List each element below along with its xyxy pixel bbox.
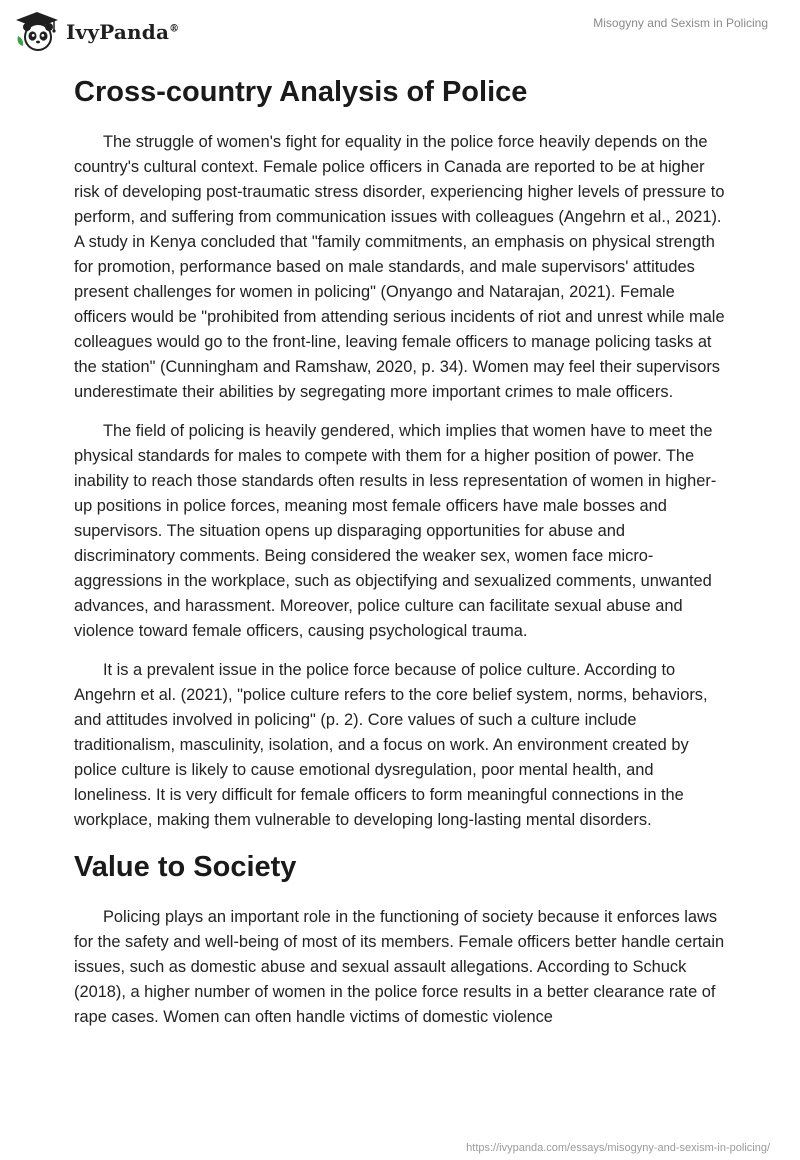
brand-name: IvyPanda®	[66, 20, 180, 44]
document-title: Misogyny and Sexism in Policing	[593, 16, 768, 30]
paragraph: It is a prevalent issue in the police force because of police culture. According to Angehrn et al. (2021), "police culture refers to the core belief system, norms, behaviors, and attitudes involved in policing" (p. 2). Core values of such a culture include traditionalism, masculinity, isolation, and a focus on work. An environment created by police culture is likely to cause emotional dysregulation, poor mental health, and loneliness. It is very difficult for female officers to form meaningful connections in the workplace, making them vulnerable to developing long-lasting mental disorders.	[74, 661, 708, 829]
page-header	[0, 0, 800, 62]
brand-logo[interactable]	[14, 10, 179, 54]
article-body	[74, 72, 728, 1044]
source-url-link[interactable]: https://ivypanda.com/essays/misogyny-and-sexism-in-policing/	[466, 1142, 770, 1154]
paragraph: The field of policing is heavily gendered, which implies that women have to meet the physical standards for males to compete with them for a higher position of power. The inability to reach those standards often results in less representation of women in higher-up positions in police forces, meaning most female officers have male bosses and supervisors. The situation opens up disparaging opportunities for abuse and discriminatory comments. Being considered the weaker sex, women face micro-aggressions in the workplace, such as objectifying and sexualized comments, unwanted advances, and harassment. Moreover, police culture can facilitate sexual abuse and violence toward female officers, causing psychological trauma.	[74, 422, 717, 640]
section-heading: Value to Society	[74, 851, 297, 883]
paragraph: The struggle of women's fight for equality in the police force heavily depends on the country's cultural context. Female police officers in Canada are reported to be at higher risk of developing post-traumatic stress disorder, experiencing higher levels of pressure to perform, and suffering from communication issues with colleagues (Angehrn et al., 2021). A study in Kenya concluded that "family commitments, an emphasis on physical strength for promotion, performance based on male standards, and male supervisors' attitudes present challenges for women in policing" (Onyango and Natarajan, 2021). Female officers would be "prohibited from attending serious incidents of riot and unrest while male colleagues would go to the front-line, leaving female officers to manage policing tasks at the station" (Cunningham and Ramshaw, 2020, p. 34). Women may feel their supervisors underestimate their abilities by segregating more important crimes to male officers.	[74, 133, 725, 401]
paragraph: Policing plays an important role in the functioning of society because it enforces laws for the safety and well-being of most of its members. Female officers better handle certain issues, such as domestic abuse and sexual assault allegations. According to Schuck (2018), a higher number of women in the police force results in a better clearance rate of rape cases. Women can often handle victims of domestic violence	[74, 908, 725, 1026]
section-heading: Cross-country Analysis of Police	[74, 76, 528, 108]
panda-logo-icon	[14, 10, 60, 54]
